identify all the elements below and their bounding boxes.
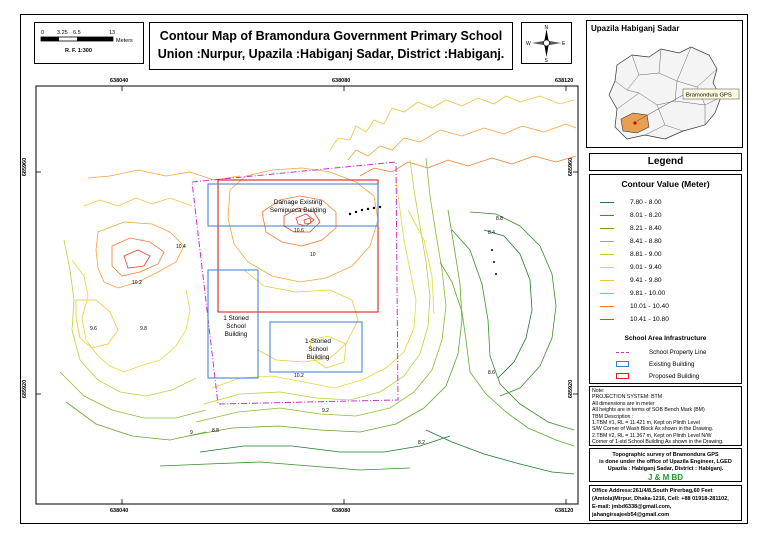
title-box	[149, 22, 513, 70]
location-map-title: Upazila Habiganj Sadar	[591, 24, 680, 33]
contour-legend-title: Contour Value (Meter)	[621, 179, 710, 189]
school-building-1-label-0: 1 Storied	[223, 315, 249, 322]
contour-swatch	[600, 306, 614, 307]
note-line: PROJECTION SYSTEM: BTM	[592, 394, 663, 401]
contour-swatch	[600, 254, 614, 255]
grid-x-top-0: 638040	[110, 78, 129, 84]
legend-title-box	[589, 153, 742, 171]
contour-label: 9.6	[90, 326, 97, 332]
damage-building-label-0: Damage Existing	[273, 199, 323, 206]
contour-label: 8.2	[418, 440, 425, 446]
school-building-2-label-1: School	[308, 346, 328, 353]
contour-label: 9.2	[322, 408, 329, 414]
note-line: Note:	[592, 388, 605, 394]
infra-swatch	[616, 373, 629, 379]
note-line: TBM Description :	[592, 413, 634, 420]
contour-label: 9.8	[140, 326, 147, 332]
contour-legend-item	[600, 262, 662, 273]
east-label: E	[562, 41, 566, 47]
contour-legend-label: 8.81 - 9.00	[630, 251, 662, 258]
survey-box	[589, 448, 742, 482]
south-label: S	[544, 58, 548, 63]
contour-legend-item	[600, 249, 662, 260]
contour-swatch	[600, 267, 614, 268]
school-building-2-label-0: 1-Storied	[305, 338, 331, 345]
contour-label: 10.2	[132, 280, 142, 286]
grid-y-right-0: 685960	[568, 157, 575, 177]
contour-legend-item	[600, 301, 669, 312]
school-building-2-label-2: Building	[306, 354, 330, 361]
firm-name: J & M BD	[647, 473, 684, 482]
note-line: All dimensions are in meter	[592, 400, 655, 407]
infra-swatch	[616, 361, 629, 367]
contour-legend-item	[600, 314, 669, 325]
note-line: Corner of 1-std School Building As shown in the Drawing.	[592, 439, 724, 446]
contour-swatch	[600, 280, 614, 281]
contour-swatch	[600, 319, 614, 320]
address-line-3: jahangirsajeeb54@gmail.com	[592, 512, 670, 518]
infra-legend-item	[616, 371, 699, 381]
note-line: 1.TBM #1, RL = 11.421 m, Kept on Plinth Level	[592, 420, 700, 426]
contour-legend-item	[600, 275, 662, 286]
grid-x-bottom-2: 638120	[555, 508, 574, 514]
scale-tick-1: 3.25	[57, 30, 68, 36]
grid-y-left-1: 685920	[22, 379, 29, 399]
note-line: 2.TBM #2, RL = 11.367 m, Kept on Plinth Level N/W	[592, 432, 712, 439]
survey-line-2: Upazila : Habiganj Sadar, District : Habiganj.	[607, 466, 724, 472]
contour-swatch	[600, 241, 614, 242]
infra-legend-title: School Area Infrastructure	[624, 335, 707, 342]
contour-label: 10.2	[294, 373, 304, 379]
grid-y-left-0: 685960	[22, 157, 29, 177]
contour-legend-label: 10.01 - 10.40	[630, 303, 669, 310]
contour-legend-label: 9.81 - 10.00	[630, 290, 666, 297]
contour-legend-item	[600, 288, 665, 299]
contour-label: 8.8	[212, 428, 219, 434]
map-title-line2: Union :Nurpur, Upazila :Habiganj Sadar, District :Habiganj.	[157, 47, 505, 61]
school-building-1-label-1: School	[226, 323, 246, 330]
infra-legend-label: Proposed Building	[649, 372, 700, 380]
scale-bar	[35, 23, 143, 63]
contour-swatch	[600, 202, 614, 203]
grid-x-top-1: 638080	[332, 78, 351, 84]
legend-box	[589, 174, 742, 384]
infra-legend-item	[616, 359, 694, 369]
contour-label: 10	[310, 252, 316, 258]
contour-swatch	[600, 293, 614, 294]
north-label: N	[544, 25, 549, 31]
infra-legend-item	[616, 347, 706, 357]
grid-x-top-2: 638120	[555, 78, 574, 84]
scale-rf: R. F. 1:300	[65, 48, 92, 54]
contour-label: 10.6	[294, 228, 304, 234]
contour-legend-label: 9.41 - 9.80	[630, 277, 662, 284]
north-arrow-box	[521, 22, 572, 64]
note-line: All heights are in terms of SOB Bench Mark (BM)	[592, 407, 705, 414]
grid-x-bottom-1: 638080	[332, 508, 351, 514]
contour-label: 10.4	[176, 244, 186, 250]
scale-tick-2: 6.5	[73, 30, 81, 36]
contour-label: 8.4	[488, 230, 495, 236]
contour-legend-label: 8.01 - 8.20	[630, 212, 662, 219]
damage-building-label-1: Semipucca Building	[269, 207, 327, 214]
grid-x-bottom-0: 638040	[110, 508, 129, 514]
contour-swatch	[600, 228, 614, 229]
survey-line-1: is done under the office of Upazila Engineer, LGED	[599, 459, 732, 465]
contour-legend-item	[600, 223, 662, 234]
contour-label: 9	[190, 430, 193, 436]
address-line-0: Office Address:261/4/8,South Pirerbag,60 Feet	[592, 488, 713, 494]
infra-legend-label: School Property Line	[649, 348, 707, 356]
contour-label: 8.6	[488, 370, 495, 376]
infra-legend-label: Existing Building	[649, 360, 695, 368]
scale-tick-3: 13	[109, 30, 116, 36]
note-line: S/W Corner of Wash Block As shown in the Drawing.	[592, 426, 714, 433]
school-building-1-label-2: Building	[224, 331, 248, 338]
location-callout: Bramondura GPS	[686, 92, 732, 99]
contour-swatch	[600, 215, 614, 216]
location-map-box	[586, 20, 743, 148]
scale-tick-0: 0	[41, 30, 45, 36]
contour-legend-label: 7.80 - 8.00	[630, 199, 662, 206]
office-address-box	[589, 485, 742, 521]
location-map	[587, 35, 742, 147]
grid-y-right-1: 685920	[568, 379, 575, 399]
infra-swatch	[616, 352, 629, 353]
west-label: W	[526, 41, 531, 47]
contour-legend-item	[600, 197, 662, 208]
contour-legend-label: 9.01 - 9.40	[630, 264, 662, 271]
survey-line-0: Topographic survey of Bramondura GPS	[612, 452, 719, 458]
north-arrow-icon	[522, 23, 571, 63]
contour-legend-label: 10.41 - 10.80	[630, 316, 669, 323]
contour-legend-label: 8.21 - 8.40	[630, 225, 662, 232]
legend-title: Legend	[647, 156, 684, 167]
address-line-1: (Amtola)Mirpur, Dhaka-1216, Cell: +88 01918-281102,	[592, 496, 729, 502]
notes-box	[589, 386, 742, 446]
map-title-line1: Contour Map of Bramondura Government Primary School	[159, 29, 503, 43]
scale-bar-box	[34, 22, 144, 64]
address-line-2: E-mail: jmbd6338@gmail.com,	[592, 504, 672, 510]
scale-unit: Meters	[116, 38, 133, 44]
contour-label: 8.8	[496, 216, 503, 222]
contour-legend-item	[600, 236, 662, 247]
contour-legend-label: 8.41 - 8.80	[630, 238, 662, 245]
contour-legend-item	[600, 210, 662, 221]
